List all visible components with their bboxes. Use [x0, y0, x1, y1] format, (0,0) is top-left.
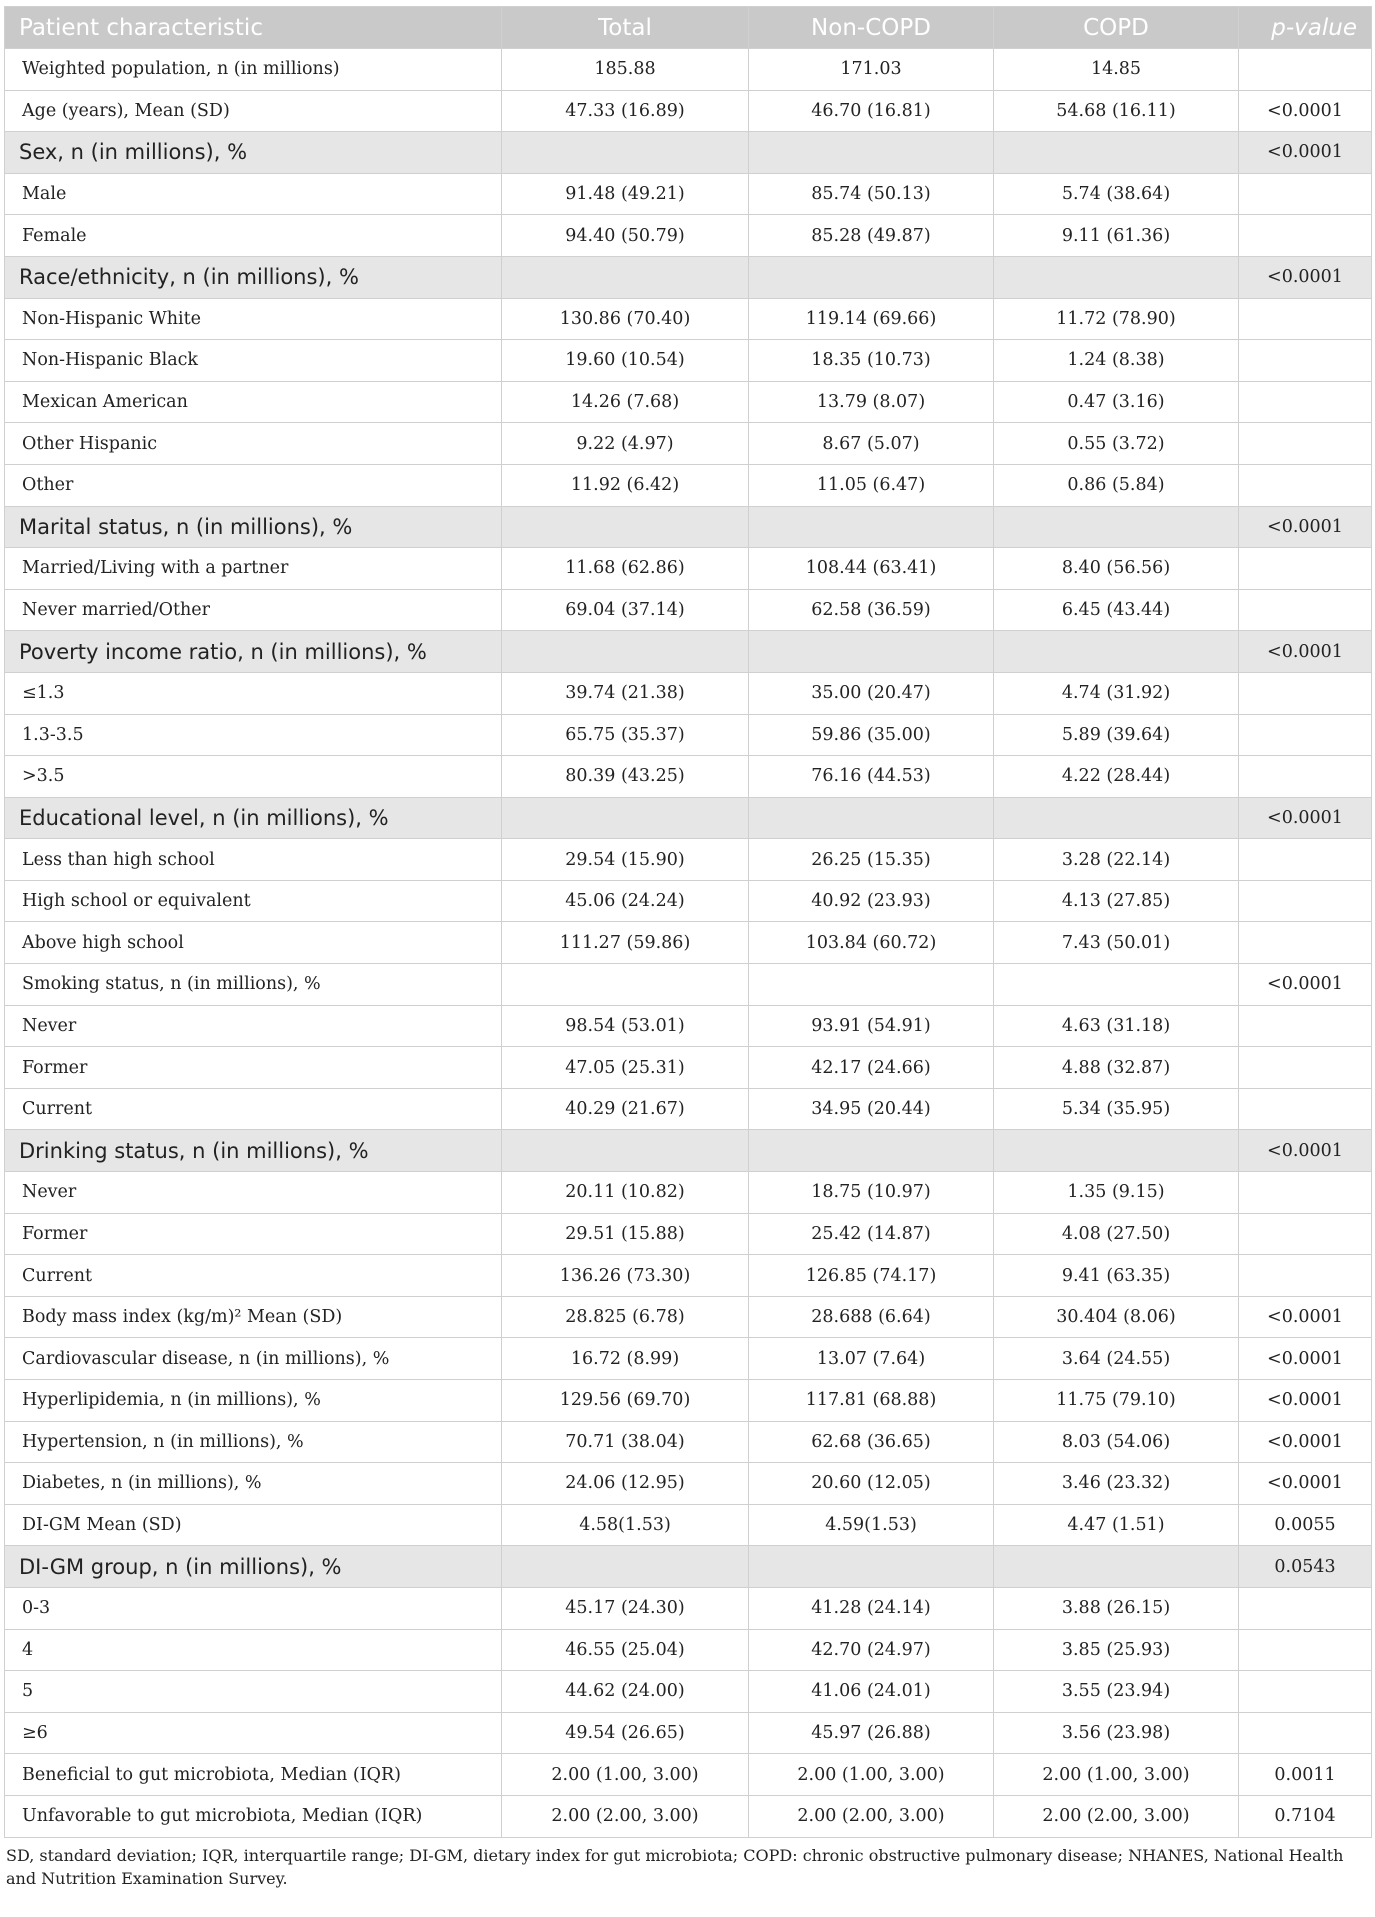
cell-non-copd: 42.17 (24.66) — [749, 1047, 994, 1089]
cell-p-value — [1239, 423, 1372, 465]
cell-total: 29.51 (15.88) — [502, 1213, 749, 1255]
header-total: Total — [502, 7, 749, 49]
cell-total — [502, 1130, 749, 1172]
cell-p-value — [1239, 1629, 1372, 1671]
table-row — [5, 1421, 1372, 1463]
table-row — [5, 964, 1372, 1006]
row-label: Mexican American — [5, 381, 502, 423]
table-row — [5, 880, 1372, 922]
cell-p-value — [1239, 714, 1372, 756]
cell-copd: 11.75 (79.10) — [994, 1380, 1239, 1422]
section-row — [5, 631, 1372, 673]
cell-non-copd — [749, 1130, 994, 1172]
cell-p-value — [1239, 672, 1372, 714]
cell-p-value — [1239, 1005, 1372, 1047]
cell-copd: 8.40 (56.56) — [994, 548, 1239, 590]
cell-non-copd: 117.81 (68.88) — [749, 1380, 994, 1422]
cell-p-value — [1239, 839, 1372, 881]
cell-total: 49.54 (26.65) — [502, 1712, 749, 1754]
cell-p-value: <0.0001 — [1239, 1380, 1372, 1422]
cell-total: 70.71 (38.04) — [502, 1421, 749, 1463]
cell-copd: 4.13 (27.85) — [994, 880, 1239, 922]
table-row — [5, 672, 1372, 714]
cell-non-copd — [749, 1546, 994, 1588]
cell-non-copd: 46.70 (16.81) — [749, 90, 994, 132]
row-label: Hypertension, n (in millions), % — [5, 1421, 502, 1463]
cell-non-copd — [749, 964, 994, 1006]
row-label: Never married/Other — [5, 589, 502, 631]
cell-non-copd: 8.67 (5.07) — [749, 423, 994, 465]
row-label: 4 — [5, 1629, 502, 1671]
cell-total: 44.62 (24.00) — [502, 1671, 749, 1713]
cell-non-copd: 93.91 (54.91) — [749, 1005, 994, 1047]
cell-copd: 7.43 (50.01) — [994, 922, 1239, 964]
row-label: High school or equivalent — [5, 880, 502, 922]
table-row — [5, 1795, 1372, 1837]
cell-total: 39.74 (21.38) — [502, 672, 749, 714]
cell-copd: 1.24 (8.38) — [994, 340, 1239, 382]
cell-copd: 4.74 (31.92) — [994, 672, 1239, 714]
cell-p-value — [1239, 589, 1372, 631]
cell-total: 29.54 (15.90) — [502, 839, 749, 881]
cell-copd: 11.72 (78.90) — [994, 298, 1239, 340]
cell-p-value — [1239, 1587, 1372, 1629]
table-row — [5, 1754, 1372, 1796]
row-label: Former — [5, 1213, 502, 1255]
cell-total: 24.06 (12.95) — [502, 1463, 749, 1505]
cell-copd: 2.00 (2.00, 3.00) — [994, 1795, 1239, 1837]
cell-total: 14.26 (7.68) — [502, 381, 749, 423]
cell-total: 11.68 (62.86) — [502, 548, 749, 590]
cell-non-copd: 2.00 (2.00, 3.00) — [749, 1795, 994, 1837]
cell-total: 20.11 (10.82) — [502, 1172, 749, 1214]
row-label: Non-Hispanic Black — [5, 340, 502, 382]
cell-p-value — [1239, 340, 1372, 382]
table-row — [5, 589, 1372, 631]
cell-copd — [994, 631, 1239, 673]
cell-p-value — [1239, 381, 1372, 423]
table-row — [5, 1255, 1372, 1297]
cell-p-value — [1239, 1047, 1372, 1089]
row-label: Smoking status, n (in millions), % — [5, 964, 502, 1006]
cell-total: 2.00 (2.00, 3.00) — [502, 1795, 749, 1837]
cell-copd: 6.45 (43.44) — [994, 589, 1239, 631]
cell-non-copd: 13.07 (7.64) — [749, 1338, 994, 1380]
cell-p-value — [1239, 173, 1372, 215]
cell-non-copd: 126.85 (74.17) — [749, 1255, 994, 1297]
row-label: Current — [5, 1088, 502, 1130]
row-label: Age (years), Mean (SD) — [5, 90, 502, 132]
table-row — [5, 90, 1372, 132]
cell-total — [502, 631, 749, 673]
table-row — [5, 1380, 1372, 1422]
cell-non-copd: 20.60 (12.05) — [749, 1463, 994, 1505]
cell-p-value — [1239, 922, 1372, 964]
table-row — [5, 1629, 1372, 1671]
header-patient-characteristic: Patient characteristic — [5, 7, 502, 49]
row-label: Never — [5, 1172, 502, 1214]
row-label: Educational level, n (in millions), % — [5, 797, 502, 839]
cell-copd: 3.28 (22.14) — [994, 839, 1239, 881]
cell-p-value — [1239, 464, 1372, 506]
header-copd: COPD — [994, 7, 1239, 49]
table-row — [5, 1463, 1372, 1505]
cell-p-value — [1239, 215, 1372, 257]
cell-copd — [994, 1546, 1239, 1588]
header-p-value: p-value — [1239, 7, 1372, 49]
cell-p-value: <0.0001 — [1239, 1421, 1372, 1463]
cell-p-value: <0.0001 — [1239, 90, 1372, 132]
cell-non-copd: 62.68 (36.65) — [749, 1421, 994, 1463]
cell-p-value: <0.0001 — [1239, 964, 1372, 1006]
table-row — [5, 548, 1372, 590]
cell-copd — [994, 256, 1239, 298]
cell-non-copd: 26.25 (15.35) — [749, 839, 994, 881]
row-label: ≤1.3 — [5, 672, 502, 714]
header-row — [5, 7, 1372, 49]
cell-total: 136.26 (73.30) — [502, 1255, 749, 1297]
cell-total: 4.58(1.53) — [502, 1504, 749, 1546]
cell-copd: 8.03 (54.06) — [994, 1421, 1239, 1463]
row-label: >3.5 — [5, 756, 502, 798]
cell-copd: 0.55 (3.72) — [994, 423, 1239, 465]
cell-total: 111.27 (59.86) — [502, 922, 749, 964]
cell-non-copd: 108.44 (63.41) — [749, 548, 994, 590]
row-label: Drinking status, n (in millions), % — [5, 1130, 502, 1172]
cell-p-value: <0.0001 — [1239, 631, 1372, 673]
row-label: Cardiovascular disease, n (in millions), % — [5, 1338, 502, 1380]
cell-p-value: <0.0001 — [1239, 256, 1372, 298]
cell-total: 16.72 (8.99) — [502, 1338, 749, 1380]
cell-copd: 3.88 (26.15) — [994, 1587, 1239, 1629]
cell-non-copd: 85.28 (49.87) — [749, 215, 994, 257]
row-label: Current — [5, 1255, 502, 1297]
cell-total: 45.17 (24.30) — [502, 1587, 749, 1629]
cell-p-value — [1239, 1255, 1372, 1297]
cell-non-copd: 28.688 (6.64) — [749, 1296, 994, 1338]
cell-non-copd: 85.74 (50.13) — [749, 173, 994, 215]
cell-p-value — [1239, 1712, 1372, 1754]
table-row — [5, 215, 1372, 257]
cell-total: 185.88 — [502, 49, 749, 91]
row-label: Sex, n (in millions), % — [5, 132, 502, 174]
row-label: Marital status, n (in millions), % — [5, 506, 502, 548]
cell-total: 130.86 (70.40) — [502, 298, 749, 340]
cell-copd: 3.56 (23.98) — [994, 1712, 1239, 1754]
cell-non-copd — [749, 631, 994, 673]
cell-non-copd: 13.79 (8.07) — [749, 381, 994, 423]
header-non-copd: Non-COPD — [749, 7, 994, 49]
table-row — [5, 381, 1372, 423]
cell-p-value — [1239, 548, 1372, 590]
table-footnote: SD, standard deviation; IQR, interquartile range; DI-GM, dietary index for gut microbiota; COPD: chronic obstructive pulmonary disease; NHANES, National Health and Nutrition Examination Survey. — [6, 1845, 1344, 1888]
row-label: DI-GM Mean (SD) — [5, 1504, 502, 1546]
table-row — [5, 1005, 1372, 1047]
section-row — [5, 256, 1372, 298]
row-label: 5 — [5, 1671, 502, 1713]
cell-p-value — [1239, 1671, 1372, 1713]
cell-non-copd: 119.14 (69.66) — [749, 298, 994, 340]
cell-copd: 4.22 (28.44) — [994, 756, 1239, 798]
section-row — [5, 1546, 1372, 1588]
cell-non-copd: 34.95 (20.44) — [749, 1088, 994, 1130]
cell-non-copd — [749, 797, 994, 839]
cell-non-copd: 59.86 (35.00) — [749, 714, 994, 756]
cell-non-copd: 41.28 (24.14) — [749, 1587, 994, 1629]
section-row — [5, 506, 1372, 548]
cell-p-value — [1239, 49, 1372, 91]
cell-total: 129.56 (69.70) — [502, 1380, 749, 1422]
table-row — [5, 1296, 1372, 1338]
cell-total — [502, 797, 749, 839]
row-label: Never — [5, 1005, 502, 1047]
cell-p-value: 0.0055 — [1239, 1504, 1372, 1546]
cell-non-copd — [749, 506, 994, 548]
row-label: Other — [5, 464, 502, 506]
cell-copd: 2.00 (1.00, 3.00) — [994, 1754, 1239, 1796]
cell-p-value: <0.0001 — [1239, 506, 1372, 548]
cell-non-copd: 4.59(1.53) — [749, 1504, 994, 1546]
row-label: Above high school — [5, 922, 502, 964]
cell-p-value: <0.0001 — [1239, 1296, 1372, 1338]
table-body — [5, 49, 1372, 1838]
table-row — [5, 1671, 1372, 1713]
cell-p-value: <0.0001 — [1239, 132, 1372, 174]
row-label: Other Hispanic — [5, 423, 502, 465]
cell-copd: 1.35 (9.15) — [994, 1172, 1239, 1214]
table-row — [5, 1213, 1372, 1255]
table-row — [5, 839, 1372, 881]
cell-non-copd: 103.84 (60.72) — [749, 922, 994, 964]
cell-non-copd: 18.35 (10.73) — [749, 340, 994, 382]
cell-copd: 14.85 — [994, 49, 1239, 91]
row-label: Race/ethnicity, n (in millions), % — [5, 256, 502, 298]
row-label: Less than high school — [5, 839, 502, 881]
cell-copd: 0.86 (5.84) — [994, 464, 1239, 506]
cell-non-copd: 62.58 (36.59) — [749, 589, 994, 631]
cell-total: 80.39 (43.25) — [502, 756, 749, 798]
cell-non-copd: 2.00 (1.00, 3.00) — [749, 1754, 994, 1796]
cell-p-value: <0.0001 — [1239, 1338, 1372, 1380]
cell-total: 91.48 (49.21) — [502, 173, 749, 215]
cell-copd: 9.11 (61.36) — [994, 215, 1239, 257]
cell-p-value: 0.7104 — [1239, 1795, 1372, 1837]
cell-copd: 4.88 (32.87) — [994, 1047, 1239, 1089]
row-label: Body mass index (kg/m)² Mean (SD) — [5, 1296, 502, 1338]
table-row — [5, 464, 1372, 506]
cell-copd: 54.68 (16.11) — [994, 90, 1239, 132]
table-header — [5, 7, 1372, 49]
row-label: Married/Living with a partner — [5, 548, 502, 590]
cell-total: 11.92 (6.42) — [502, 464, 749, 506]
table-row — [5, 1504, 1372, 1546]
cell-copd: 30.404 (8.06) — [994, 1296, 1239, 1338]
table-row — [5, 922, 1372, 964]
cell-p-value — [1239, 1088, 1372, 1130]
cell-copd — [994, 964, 1239, 1006]
cell-total — [502, 256, 749, 298]
row-label: DI-GM group, n (in millions), % — [5, 1546, 502, 1588]
row-label: Former — [5, 1047, 502, 1089]
cell-p-value: 0.0543 — [1239, 1546, 1372, 1588]
cell-copd: 3.85 (25.93) — [994, 1629, 1239, 1671]
patient-characteristics-table — [4, 6, 1372, 1838]
cell-copd: 4.63 (31.18) — [994, 1005, 1239, 1047]
cell-total — [502, 132, 749, 174]
cell-total: 28.825 (6.78) — [502, 1296, 749, 1338]
cell-total: 47.05 (25.31) — [502, 1047, 749, 1089]
section-row — [5, 1130, 1372, 1172]
cell-copd: 0.47 (3.16) — [994, 381, 1239, 423]
cell-p-value: <0.0001 — [1239, 1463, 1372, 1505]
cell-non-copd: 18.75 (10.97) — [749, 1172, 994, 1214]
cell-non-copd: 45.97 (26.88) — [749, 1712, 994, 1754]
table-row — [5, 1338, 1372, 1380]
document — [4, 6, 1371, 1890]
row-label: Poverty income ratio, n (in millions), % — [5, 631, 502, 673]
table-row — [5, 1088, 1372, 1130]
row-label: Diabetes, n (in millions), % — [5, 1463, 502, 1505]
table-row — [5, 714, 1372, 756]
row-label: Female — [5, 215, 502, 257]
row-label: Non-Hispanic White — [5, 298, 502, 340]
row-label: Unfavorable to gut microbiota, Median (IQR) — [5, 1795, 502, 1837]
cell-copd: 5.74 (38.64) — [994, 173, 1239, 215]
cell-non-copd: 25.42 (14.87) — [749, 1213, 994, 1255]
row-label: Beneficial to gut microbiota, Median (IQR) — [5, 1754, 502, 1796]
cell-non-copd: 42.70 (24.97) — [749, 1629, 994, 1671]
cell-total: 40.29 (21.67) — [502, 1088, 749, 1130]
table-row — [5, 49, 1372, 91]
cell-non-copd: 41.06 (24.01) — [749, 1671, 994, 1713]
cell-total: 46.55 (25.04) — [502, 1629, 749, 1671]
cell-total: 9.22 (4.97) — [502, 423, 749, 465]
cell-total: 19.60 (10.54) — [502, 340, 749, 382]
cell-copd — [994, 506, 1239, 548]
table-row — [5, 1047, 1372, 1089]
cell-copd: 3.55 (23.94) — [994, 1671, 1239, 1713]
cell-total — [502, 964, 749, 1006]
cell-total — [502, 1546, 749, 1588]
cell-non-copd: 76.16 (44.53) — [749, 756, 994, 798]
cell-copd: 4.47 (1.51) — [994, 1504, 1239, 1546]
cell-copd: 3.46 (23.32) — [994, 1463, 1239, 1505]
cell-copd: 9.41 (63.35) — [994, 1255, 1239, 1297]
cell-p-value — [1239, 298, 1372, 340]
cell-total: 65.75 (35.37) — [502, 714, 749, 756]
table-row — [5, 298, 1372, 340]
row-label: ≥6 — [5, 1712, 502, 1754]
cell-copd — [994, 797, 1239, 839]
cell-copd: 4.08 (27.50) — [994, 1213, 1239, 1255]
table-row — [5, 1172, 1372, 1214]
cell-p-value — [1239, 1172, 1372, 1214]
cell-total: 47.33 (16.89) — [502, 90, 749, 132]
cell-total: 45.06 (24.24) — [502, 880, 749, 922]
row-label: 1.3-3.5 — [5, 714, 502, 756]
table-row — [5, 1712, 1372, 1754]
cell-total: 98.54 (53.01) — [502, 1005, 749, 1047]
table-row — [5, 423, 1372, 465]
cell-non-copd — [749, 256, 994, 298]
cell-non-copd: 11.05 (6.47) — [749, 464, 994, 506]
cell-non-copd — [749, 132, 994, 174]
table-row — [5, 1587, 1372, 1629]
cell-p-value: <0.0001 — [1239, 797, 1372, 839]
cell-p-value — [1239, 880, 1372, 922]
cell-copd — [994, 132, 1239, 174]
row-label: 0-3 — [5, 1587, 502, 1629]
cell-non-copd: 35.00 (20.47) — [749, 672, 994, 714]
cell-total: 94.40 (50.79) — [502, 215, 749, 257]
cell-non-copd: 171.03 — [749, 49, 994, 91]
cell-copd — [994, 1130, 1239, 1172]
section-row — [5, 132, 1372, 174]
cell-copd: 3.64 (24.55) — [994, 1338, 1239, 1380]
table-row — [5, 756, 1372, 798]
cell-copd: 5.89 (39.64) — [994, 714, 1239, 756]
row-label: Weighted population, n (in millions) — [5, 49, 502, 91]
table-row — [5, 340, 1372, 382]
cell-copd: 5.34 (35.95) — [994, 1088, 1239, 1130]
cell-p-value: <0.0001 — [1239, 1130, 1372, 1172]
cell-total: 69.04 (37.14) — [502, 589, 749, 631]
cell-p-value — [1239, 1213, 1372, 1255]
table-row — [5, 173, 1372, 215]
cell-total — [502, 506, 749, 548]
row-label: Hyperlipidemia, n (in millions), % — [5, 1380, 502, 1422]
cell-total: 2.00 (1.00, 3.00) — [502, 1754, 749, 1796]
cell-non-copd: 40.92 (23.93) — [749, 880, 994, 922]
cell-p-value: 0.0011 — [1239, 1754, 1372, 1796]
cell-p-value — [1239, 756, 1372, 798]
row-label: Male — [5, 173, 502, 215]
section-row — [5, 797, 1372, 839]
